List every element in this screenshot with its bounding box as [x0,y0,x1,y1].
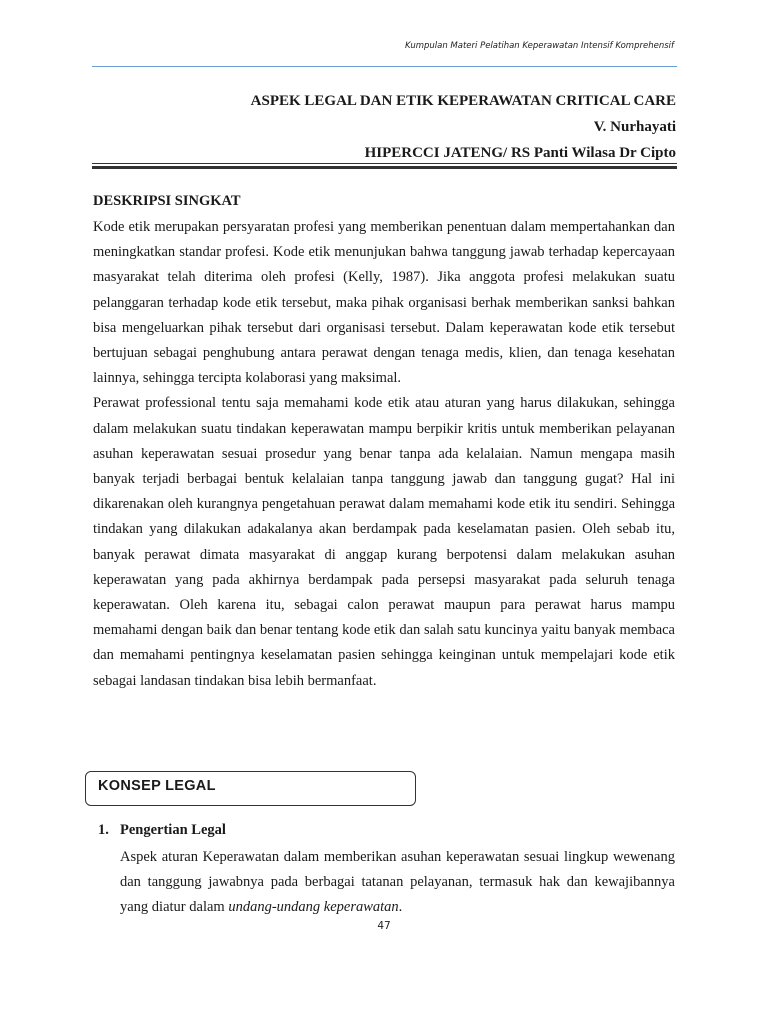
document-title: ASPEK LEGAL DAN ETIK KEPERAWATAN CRITICAL CARE [250,93,676,109]
list-item-text-end: . [398,899,403,916]
list-item-text: Aspek aturan Keperawatan dalam memberikan asuhan keperawatan sesuai lingkup wewenang dan tanggung jawabnya pada berbagai tatanan pelayanan, termasuk hak dan kewajibannya yang diatur dalam [120,849,675,916]
list-item-text-italic: undang-undang keperawatan [228,899,399,916]
list-item-body [120,845,675,921]
list-item-title: Pengertian Legal [120,822,226,838]
section-box-label: KONSEP LEGAL [98,778,216,794]
section-heading-deskripsi: DESKRIPSI SINGKAT [93,193,241,209]
paragraph: Kode etik merupakan persyaratan profesi yang memberikan penentuan dalam mempertahankan dan meningkatkan standar profesi. Kode etik menunjukan bahwa tanggung jawab terhadap kepercayaan masyarakat telah diterima oleh profesi (Kelly, 1987). Jika anggota profesi melakukan suatu pelanggaran terhadap kode etik tersebut, maka pihak organisasi berhak memberikan sanksi bahkan bisa mengeluarkan pihak tersebut dari organisasi tersebut. Dalam keperawatan kode etik tersebut bertujuan sebagai penghubung antara perawat dengan tenaga medis, klien, dan tenaga kesehatan lainnya, sehingga tercipta kolaborasi yang maksimal. [93,219,675,387]
header-rule [92,66,677,67]
title-block [251,88,676,166]
page-number: 47 [377,920,391,932]
deskripsi-body [93,215,675,694]
author-name: V. Nurhayati [593,119,676,135]
running-header: Kumpulan Materi Pelatihan Keperawatan Intensif Komprehensif [404,41,674,51]
section-box-konsep-legal [85,771,416,806]
title-divider [92,163,677,169]
author-affiliation: HIPERCCI JATENG/ RS Panti Wilasa Dr Cipto [364,145,676,161]
list-item-heading [98,822,226,839]
paragraph: Perawat professional tentu saja memahami kode etik atau aturan yang harus dilakukan, sehingga dalam melakukan suatu tindakan keperawatan mampu berpikir kritis untuk memberikan pelayanan asuhan keperawatan sesuai prosedur yang benar tanpa ada kelalaian. Namun mengapa masih banyak terjadi berbagai bentuk kelalaian tanpa tanggung jawab dan tanggung gugat? Hal ini dikarenakan oleh kurangnya pengetahuan perawat dalam memahami kode etik itu sendiri. Sehingga tindakan yang dilakukan adakalanya akan berdampak pada keselamatan pasien. Oleh sebab itu, banyak perawat dimata masyarakat di anggap kurang berpotensi dalam melakukan asuhan keperawatan yang pada akhirnya berdampak pada persepsi masyarakat pada seluruh tenaga keperawatan. Oleh karena itu, sebagai calon perawat maupun para perawat harus mampu memahami dengan baik dan benar tentang kode etik dan salah satu kuncinya yaitu banyak membaca dan memahami pentingnya keselamatan pasien sehingga keinginan untuk mempelajari kode etik sebagai landasan tindakan bisa lebih bermanfaat. [93,395,675,689]
list-item-number: 1. [98,822,109,838]
